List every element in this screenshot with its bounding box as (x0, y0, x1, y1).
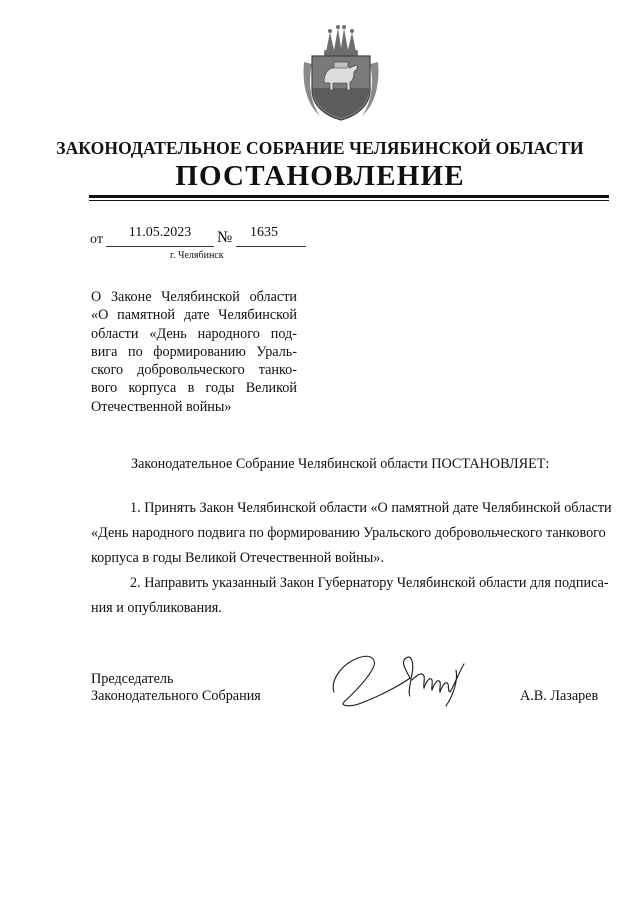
number-label: № (217, 229, 233, 246)
subject-line: О Законе Челябинской области (91, 289, 297, 305)
signer-title-line1: Председатель (91, 671, 174, 687)
subject-line: вого корпуса в годы Великой (91, 380, 297, 397)
subject-line: вига по формированию Ураль- (91, 343, 297, 360)
from-label: от (90, 232, 103, 247)
document-date: 11.05.2023 (128, 225, 192, 240)
subject-line: «О памятной дате Челябинской (91, 307, 297, 324)
item1-line: корпуса в годы Великой Отечественной войны». (91, 550, 384, 566)
subject-block (91, 288, 297, 416)
signer-title-line2: Законодательного Собрания (91, 688, 261, 704)
document-type-heading: ПОСТАНОВЛЕНИЕ (175, 160, 465, 192)
item1-line: 1. Принять Закон Челябинской области «О памятной дате Челябинской области (130, 500, 612, 516)
coat-of-arms-icon (300, 22, 382, 122)
header-rule-thin (89, 200, 609, 201)
signature-icon (328, 640, 498, 720)
number-underline (236, 246, 306, 247)
item2-line: 2. Направить указанный Закон Губернатору Челябинской области для подписа- (130, 575, 609, 591)
item1-line: «День народного подвига по формированию Уральского добровольческого танкового (91, 525, 606, 541)
document-number: 1635 (250, 225, 278, 240)
subject-line: Отечественной войны» (91, 398, 232, 415)
signer-name: А.В. Лазарев (520, 688, 599, 704)
subject-line: области «День народного под- (91, 325, 297, 342)
subject-line: ского добровольческого танко- (91, 362, 297, 379)
item2-line: ния и опубликования. (91, 600, 222, 616)
date-underline (106, 246, 214, 247)
header-rule-thick (89, 195, 609, 198)
preamble-text: Законодательное Собрание Челябинской области ПОСТАНОВЛЯЕТ: (131, 456, 550, 472)
city-label: г. Челябинск (170, 250, 224, 261)
organization-title: ЗАКОНОДАТЕЛЬНОЕ СОБРАНИЕ ЧЕЛЯБИНСКОЙ ОБЛАСТИ (56, 138, 584, 158)
